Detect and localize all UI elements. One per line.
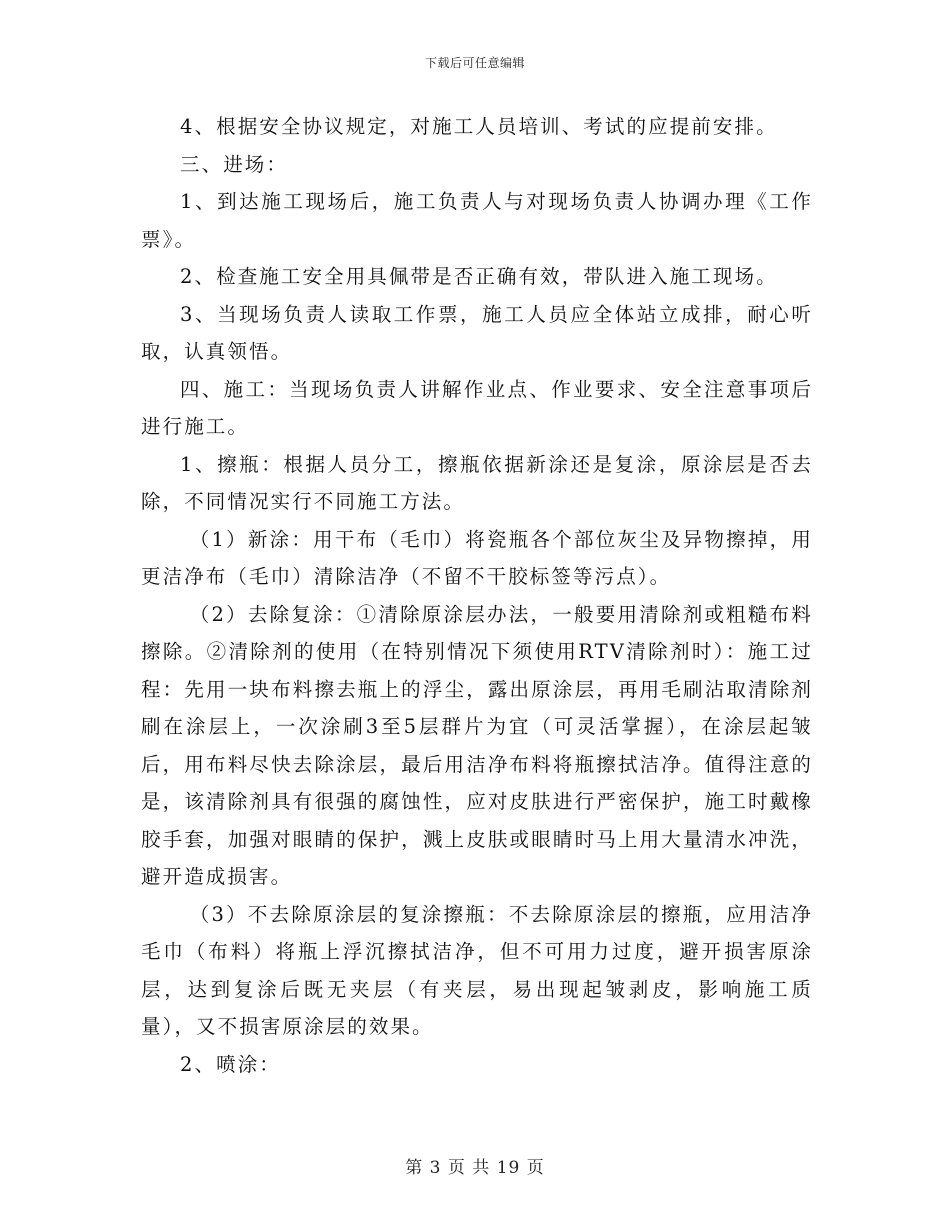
paragraph: （3）不去除原涂层的复涂擦瓶：不去除原涂层的擦瓶，应用洁净毛巾（布料）将瓶上浮沉擦拭洁净，但不可用力过度，避开损害原涂层，达到复涂后既无夹层（有夹层，易出现起皱剥皮，影响施工质量），又不损害原涂层的效果。 (141, 902, 813, 1038)
paragraph: （2）去除复涂：①清除原涂层办法，一般要用清除剂或粗糙布料擦除。②清除剂的使用（在特别情况下须使用RTV清除剂时）：施工过程：先用一块布料擦去瓶上的浮尘，露出原涂层，再用毛刷沾取清除剂刷在涂层上，一次涂刷3至5层群片为宜（可灵活掌握），在涂层起皱后，用布料尽快去除涂层，最后用洁净布料将瓶擦拭洁净。值得注意的是，该清除剂具有很强的腐蚀性，应对皮肤进行严密保护，施工时戴橡胶手套，加强对眼睛的保护，溅上皮肤或眼睛时马上用大量清水冲洗，避开造成损害。 (141, 602, 813, 888)
page-header: 下载后可任意编辑 (424, 56, 525, 70)
paragraph: 2、检查施工安全用具佩带是否正确有效，带队进入施工现场。 (180, 265, 778, 288)
section-heading: 三、进场： (180, 152, 289, 176)
paragraph: 3、当现场负责人读取工作票，施工人员应全体站立成排，耐心听取，认真领悟。 (141, 302, 813, 363)
document-body (141, 108, 813, 1083)
paragraph: （1）新涂：用干布（毛巾）将瓷瓶各个部位灰尘及异物擦掉，用更洁净布（毛巾）清除洁净（不留不干胶标签等污点）。 (141, 527, 813, 588)
section-heading: 四、施工：当现场负责人讲解作业点、作业要求、安全注意事项后进行施工。 (141, 377, 813, 438)
page-number: 第 3 页 共 19 页 (405, 1158, 545, 1178)
paragraph: 4、根据安全协议规定，对施工人员培训、考试的应提前安排。 (180, 115, 778, 138)
paragraph: 2、喷涂： (180, 1052, 281, 1076)
paragraph: 1、到达施工现场后，施工负责人与对现场负责人协调办理《工作票》。 (141, 190, 813, 251)
paragraph: 1、擦瓶：根据人员分工，擦瓶依据新涂还是复涂，原涂层是否去除，不同情况实行不同施工方法。 (141, 452, 813, 513)
